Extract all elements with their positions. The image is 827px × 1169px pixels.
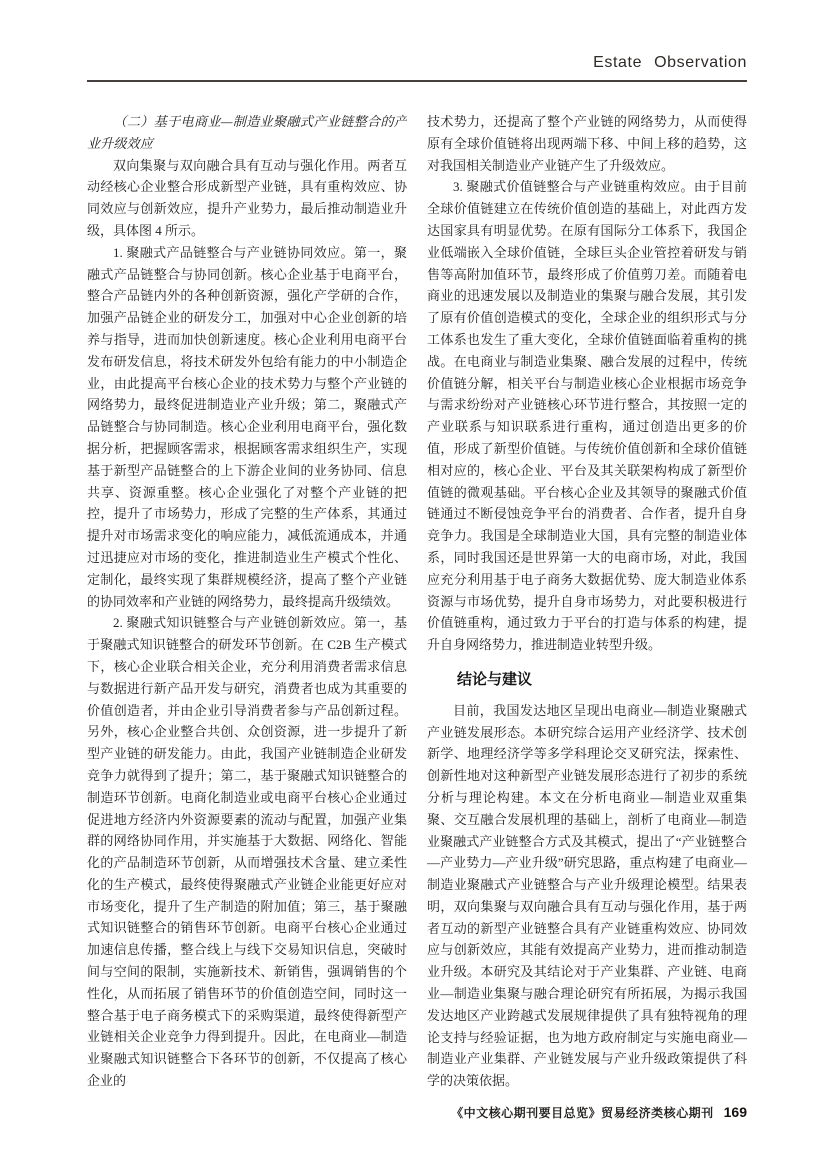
- page-footer: [451, 1104, 747, 1121]
- paragraph: 3. 聚融式价值链整合与产业链重构效应。由于目前全球价值链建立在传统价值创造的基础上，对此西方发达国家具有明显优势。在原有国际分工体系下，我国企业低端嵌入全球价值链，全球巨头企业管控着研发与销售等高附加值环节，最终形成了价值剪刀差。而随着电商业的迅速发展以及制造业的集聚与融合发展，其引发了原有价值创造模式的变化，全球企业的组织形式与分工体系也发生了重大变化，全球价值链面临着重构的挑战。在电商业与制造业集聚、融合发展的过程中，传统价值链分解，相关平台与制造业核心企业根据市场竞争与需求纷纷对产业链核心环节进行整合，其按照一定的产业联系与知识联系进行重构，通过创造出更多的价值，形成了新型价值链。与传统价值创新和全球价值链相对应的，核心企业、平台及其关联架构构成了新型价值链的微观基础。平台核心企业及其领导的聚融式价值链通过不断侵蚀竞争平台的消费者、合作者，提升自身竞争力。我国是全球制造业大国，具有完整的制造业体系，同时我国还是世界第一大的电商市场，对此，我国应充分利用基于电子商务大数据优势、庞大制造业体系资源与市场优势，提升自身市场势力，对此要积极进行价值链重构，通过致力于平台的打造与体系的构建，提升自身网络势力，推进制造业转型升级。: [427, 179, 747, 653]
- right-column: [427, 111, 747, 1105]
- paragraph: 目前，我国发达地区呈现出电商业—制造业聚融式产业链发展形态。本研究综合运用产业经济学、技术创新学、地理经济学等多学科理论交叉研究法，探索性、创新性地对这种新型产业链发展形态进行了初步的系统分析与理论构建。本文在分析电商业—制造业双重集聚、交互融合发展机理的基础上，剖析了电商业—制造业聚融式产业链整合方式及其模式，提出了“产业链整合—产业势力—产业升级”研究思路，重点构建了电商业—制造业聚融式产业链整合与产业升级理论模型。结果表明，双向集聚与双向融合具有互动与强化作用，基于两者互动的新型产业链整合具有产业链重构效应、协同效应与创新效应，其能有效提高产业势力，进而推动制造业升级。本研究及其结论对于产业集群、产业链、电商业—制造业集聚与融合理论研究有所拓展，为揭示我国发达地区产业跨越式发展规律提供了具有独特视角的理论支持与经验证据，也为地方政府制定与实施电商业—制造业产业集群、产业链发展与产业升级政策提供了科学的决策依据。: [427, 702, 747, 1089]
- header-divider: [87, 80, 747, 82]
- paragraph: 2. 聚融式知识链整合与产业链创新效应。第一，基于聚融式知识链整合的研发环节创新。在 C2B 生产模式下，核心企业联合相关企业，充分利用消费者需求信息与数据进行新产品开发与研究，消费者也成为其重要的价值创造者，并由企业引导消费者参与产品创新过程。另外，核心企业整合共创、众创资源，进一步提升了新型产业链的研发能力。由此，我国产业链制造企业研发竞争力就得到了提升；第二，基于聚融式知识链整合的制造环节创新。电商化制造业或电商平台核心企业通过促进地方经济内外资源要素的流动与配置，加强产业集群的网络协同作用，并实施基于大数据、网络化、智能化的产品制造环节创新，从而增强技术含量、建立柔性化的生产模式，最终使得聚融式产业链企业能更好应对市场变化，提升了生产制造的附加值；第三，基于聚融式知识链整合的销售环节创新。电商平台核心企业通过加速信息传播，整合线上与线下交易知识信息，突破时间与空间的限制，实施新技术、新销售，强调销售的个性化，从而拓展了销售环节的价值创造空间，同时这一整合基于电子商务模式下的采购渠道，最终使得新型产业链相关企业竞争力得到提升。因此，在电商业—制造业聚融式知识链整合下各环节的创新，不仅提高了核心企业的: [87, 615, 407, 1089]
- journal-index-note: 《中文核心期刊要目总览》贸易经济类核心期刊: [451, 1106, 714, 1120]
- paragraph: 双向集聚与双向融合具有互动与强化作用。两者互动经核心企业整合形成新型产业链，具有重构效应、协同效应与创新效应，提升产业势力，最后推动制造业升级，具体图 4 所示。: [87, 157, 407, 238]
- section-heading-conclusion: 结论与建议: [457, 670, 533, 688]
- paragraph: 1. 聚融式产品链整合与产业链协同效应。第一，聚融式产品链整合与协同创新。核心企业基于电商平台，整合产品链内外的各种创新资源，强化产学研的合作，加强产品链企业的研发分工，加强对中心企业创新的培养与指导，进而加快创新速度。核心企业利用电商平台发布研发信息，将技术研发外包给有能力的中小制造企业，由此提高平台核心企业的技术势力与整个产业链的网络势力，最终促进制造业产业升级；第二，聚融式产品链整合与协同制造。核心企业利用电商平台，强化数据分析，把握顾客需求，根据顾客需求组织生产，实现基于新型产品链整合的上下游企业间的业务协同、信息共享、资源重整。核心企业强化了对整个产业链的把控，提升了市场势力，形成了完整的生产体系，其通过提升对市场需求变化的响应能力，减低流通成本，并通过迅捷应对市场的变化，推进制造业生产模式个性化、定制化，最终实现了集群规模经济，提高了整个产业链的协同效率和产业链的网络势力，最终提高升级绩效。: [87, 244, 407, 609]
- subsection-heading: （二）基于电商业—制造业聚融式产业链整合的产业升级效应: [87, 114, 407, 151]
- running-head-title: Estate Observation: [593, 54, 747, 71]
- paragraph-continuation: 技术势力，还提高了整个产业链的网络势力，从而使得原有全球价值链将出现两端下移、中间上移的趋势，这对我国相关制造业产业链产生了升级效应。: [427, 114, 747, 173]
- left-column: [87, 111, 407, 1105]
- page-number: 169: [723, 1104, 747, 1120]
- article-body: [87, 111, 747, 1105]
